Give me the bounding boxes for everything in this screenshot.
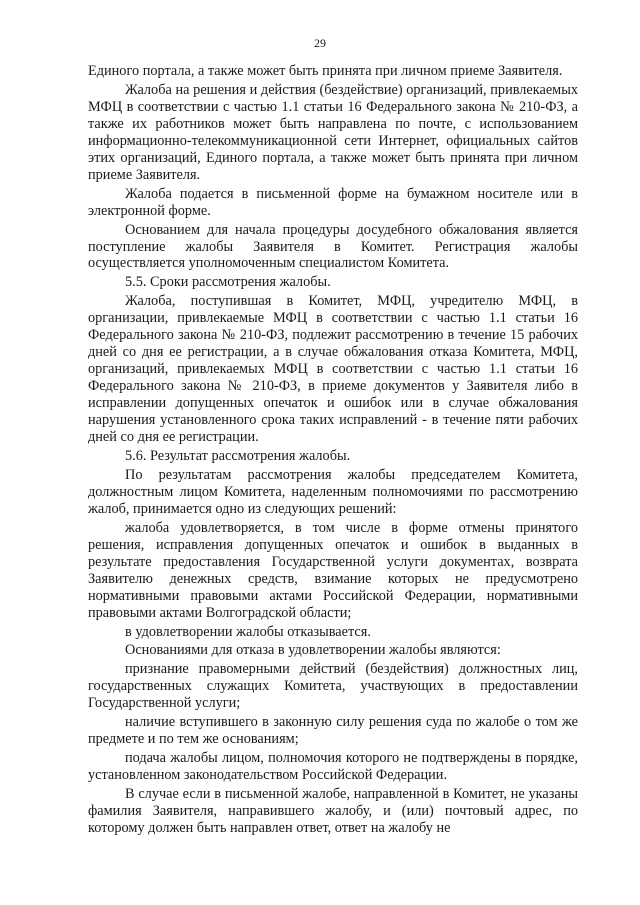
section-heading: 5.6. Результат рассмотрения жалобы. [125,447,351,464]
paragraph: подача жалобы лицом, полномочия которого не подтверждены в порядке, установленном законодательством Российской Федерации. [88,750,578,784]
paragraph: По результатам рассмотрения жалобы председателем Комитета, должностным лицом Комитета, наделенным полномочиями по рассмотрению жалоб, принимается одно из следующих решений: [88,466,578,517]
page-number: 29 [314,36,326,50]
paragraph: Основаниями для отказа в удовлетворении жалобы являются: [125,642,501,659]
paragraph: жалоба удовлетворяется, в том числе в форме отмены принятого решения, исправления допущенных опечаток и ошибок в выданных в результате предоставления Государственной услуги документах, возврата Заявителю денежных средств, взимание которых не предусмотрено нормативными правовыми актами Российской Федерации, нормативными правовыми актами Волгоградской области; [88,519,578,621]
paragraph: в удовлетворении жалобы отказывается. [125,623,371,640]
paragraph: Единого портала, а также может быть принята при личном приеме Заявителя. [88,63,563,79]
paragraph: В случае если в письменной жалобе, направленной в Комитет, не указаны фамилия Заявителя, направившего жалобу, и (или) почтовый адрес, по которому должен быть направлен ответ, ответ на жалобу не [88,786,578,836]
paragraph: Жалоба, поступившая в Комитет, МФЦ, учредителю МФЦ, в организации, привлекаемые МФЦ в соответствии с частью 1.1 статьи 16 Федерального закона № 210-ФЗ, подлежит рассмотрению в течение 15 рабочих дней со дня ее регистрации, а в случае обжалования отказа Комитета, МФЦ, организаций, привлекаемых МФЦ в соответствии с частью 1.1 статьи 16 Федерального закона № 210-ФЗ, в приеме документов у Заявителя либо в исправлении допущенных опечаток и ошибок или в случае обжалования нарушения установленного срока таких исправлений - в течение пяти рабочих дней со дня ее регистрации. [88,293,578,446]
section-heading: 5.5. Сроки рассмотрения жалобы. [125,274,331,291]
paragraph: Жалоба на решения и действия (бездействие) организаций, привлекаемых МФЦ в соответствии с частью 1.1 статьи 16 Федерального закона № 210-ФЗ, а также их работников может быть направлена по почте, с использованием информационно-телекоммуникационной сети Интернет, официальных сайтов этих организаций, Единого портала, а также может быть принята при личном приеме Заявителя. [88,81,578,183]
paragraph: Основанием для начала процедуры досудебного обжалования является поступление жалобы Заявителя в Комитет. Регистрация жалобы осуществляется уполномоченным специалистом Комитета. [88,221,578,272]
paragraph: Жалоба подается в письменной форме на бумажном носителе или в электронной форме. [88,185,578,219]
document-body [88,63,578,837]
paragraph: признание правомерными действий (бездействия) должностных лиц, государственных служащих Комитета, участвующих в предоставлении Государственной услуги; [88,661,578,712]
paragraph: наличие вступившего в законную силу решения суда по жалобе о том же предмете и по тем же основаниям; [88,714,578,748]
